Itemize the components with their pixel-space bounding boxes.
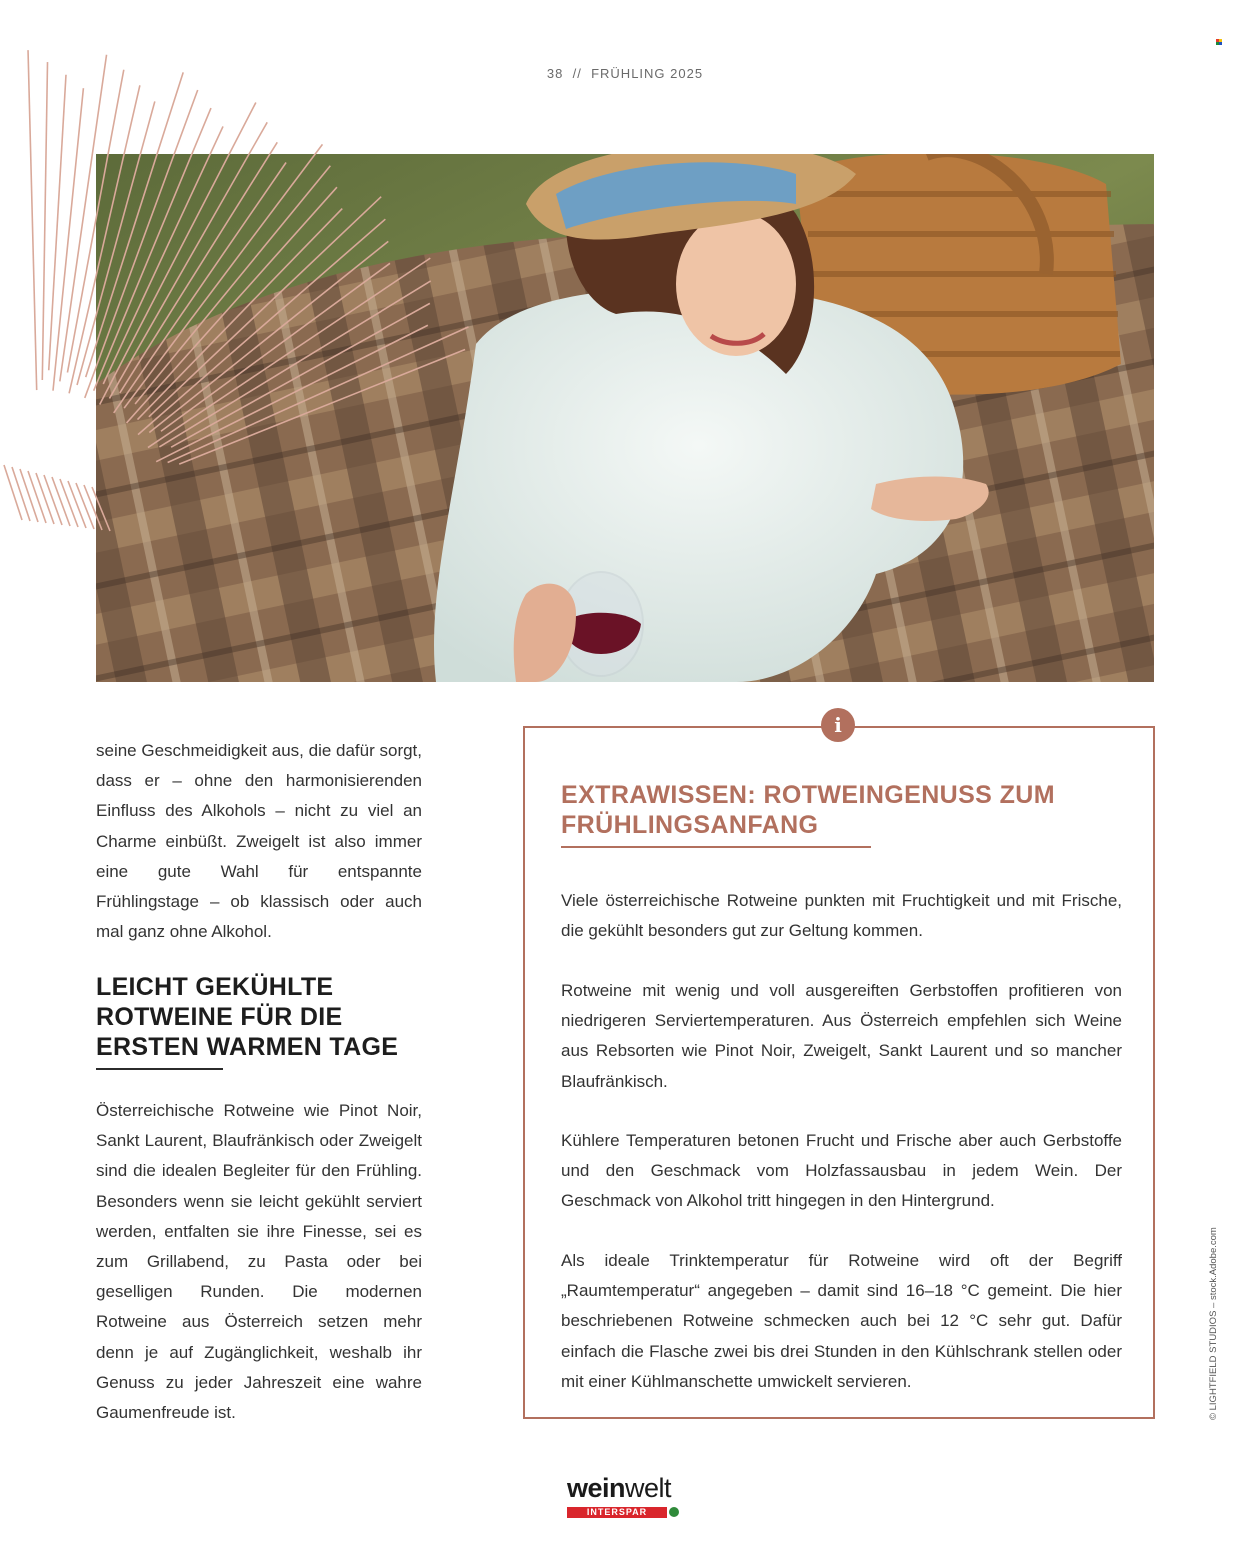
sunburst-ray <box>20 469 38 522</box>
sunburst-ray <box>49 75 66 370</box>
sunburst-ray <box>36 473 54 524</box>
sunburst-ray <box>60 479 78 527</box>
page-number: 38 <box>546 66 564 81</box>
sunburst-ray <box>4 465 22 520</box>
photo-credit: © LIGHTFIELD STUDIOS – stock.Adobe.com <box>1208 1227 1219 1420</box>
hero-photo <box>96 154 1154 682</box>
info-title-underline <box>561 846 871 848</box>
intro-paragraph: seine Geschmeidigkeit aus, die dafür sorgt, dass er – ohne den harmonisierenden Einfluss des Alkohols – nicht zu viel an Charme einbüßt. Zweigelt ist also immer eine gute Wahl für entspannte Frühlingstage – ob klassisch oder auch mal ganz ohne Alkohol. <box>96 741 423 942</box>
heading-underline <box>96 1068 223 1070</box>
sunburst-ray <box>53 88 83 390</box>
sunburst-ray <box>68 481 86 528</box>
sunburst-ray <box>42 62 47 380</box>
info-paragraph: Kühlere Temperaturen betonen Frucht und Frische aber auch Gerbstoffe und den Geschmack vom Holzfassausbau in jedem Wein. Der Geschmack von Alkohol tritt hingegen in den Hintergrund. <box>561 1131 1122 1211</box>
sunburst-ray <box>28 471 46 523</box>
weinwelt-interspar-logo <box>567 1474 687 1520</box>
section-heading: LEICHT GEKÜHLTE ROTWEINE FÜR DIE ERSTEN WARMEN TAGE <box>96 973 399 1061</box>
sunburst-ray <box>52 477 70 526</box>
logo-badge-icon <box>669 1507 679 1517</box>
sunburst-ray <box>28 50 37 390</box>
issue-label: FRÜHLING 2025 <box>591 66 704 81</box>
info-box-title: EXTRAWISSEN: ROTWEINGENUSS ZUM FRÜHLINGSANFANG <box>561 781 1055 839</box>
logo-bar: INTERSPAR <box>567 1507 667 1518</box>
info-paragraph: Als ideale Trinktemperatur für Rotweine wird oft der Begriff „Raumtemperatur“ angegeben – damit sind 16–18 °C gemeint. Die hier beschriebenen Rotweine schmecken auch bei 12 °C sehr gut. Dafür einfach die Flasche zwei bis drei Stunden in den Kühlschrank stellen oder mit einer Kühlmanschette umwickelt servieren. <box>561 1251 1122 1391</box>
logo-word-bold: wein <box>567 1473 626 1503</box>
body-paragraph: Österreichische Rotweine wie Pinot Noir, Sankt Laurent, Blaufränkisch oder Zweigelt sind die idealen Begleiter für den Frühling. Besonders wenn sie leicht gekühlt serviert werden, entfalten sie ihre Finesse, sei es zum Grillabend, zu Pasta oder bei geselligen Runden. Die modernen Rotweine aus Österreich setzen mehr denn je auf Zugänglichkeit, weshalb ihr Genuss zu jeder Jahreszeit eine wahre Gaumenfreude ist. <box>96 1101 422 1423</box>
sunburst-ray <box>76 483 94 529</box>
info-paragraph: Viele österreichische Rotweine punkten mit Fruchtigkeit und mit Frische, die gekühlt besonders gut zur Geltung kommen. <box>561 891 1122 941</box>
page-header <box>0 66 1250 81</box>
logo-wordmark <box>567 1474 687 1502</box>
sunburst-ray <box>44 475 62 525</box>
logo-word-regular: welt <box>625 1473 672 1503</box>
info-icon: i <box>821 708 855 742</box>
info-paragraph: Rotweine mit wenig und voll ausgereiften Gerbstoffen profitieren von niedrigeren Serviertemperaturen. Aus Österreich empfehlen sich Weine aus Rebsorten wie Pinot Noir, Zweigelt, Sankt Laurent und so mancher Blaufränkisch. <box>561 981 1122 1091</box>
sunburst-ray <box>12 467 30 521</box>
header-separator: // <box>572 66 582 81</box>
color-mark-icon <box>1216 32 1224 38</box>
